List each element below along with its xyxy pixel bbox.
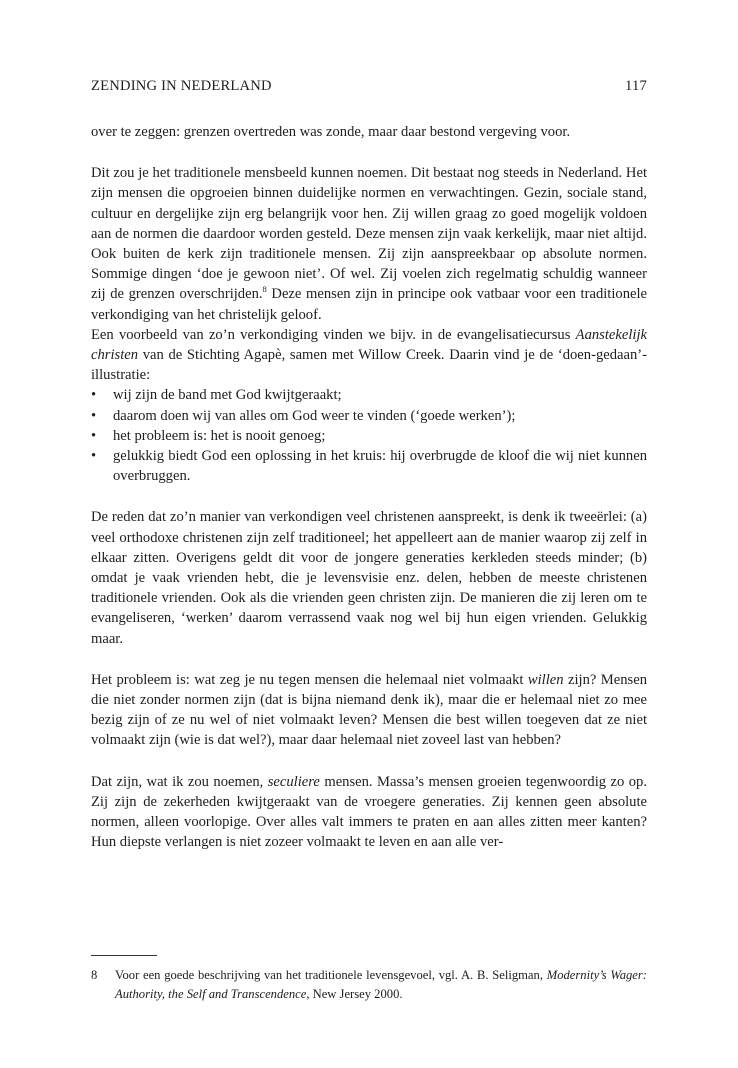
- main-text: [91, 122, 647, 853]
- paragraph-text: Een voorbeeld van zo’n verkondiging vinden we bijv. in de evangelisatiecursus: [91, 326, 576, 343]
- page-number: 117: [625, 78, 647, 94]
- paragraph-problem: [91, 670, 647, 751]
- emphasis: seculiere: [267, 773, 320, 790]
- paragraph-reasons: De reden dat zo’n manier van verkondigen veel christenen aanspreekt, is denk ik tweeërlei: (a) veel orthodoxe christenen zijn zelf traditioneel; het appelleert aan de manier waarop zij zelf in elkaar zitten. Overigens geldt dit voor de jongere generaties kerkleden steeds minder; (b) omdat je vaak vrienden hebt, die je levensvisie enz. delen, hebben de meeste christenen traditionele vrienden. Ook als die vrienden geen christen zijn. De manieren die zij leren om te evangeliseren, ‘werken’ daarom verrassend vaak nog wel bij hun eigen vrienden. Gelukkig maar.: [91, 509, 647, 647]
- footnote-text: [115, 966, 647, 1004]
- footnote-text-part: Voor een goede beschrijving van het traditionele levensgevoel, vgl. A. B. Seligman,: [115, 968, 547, 982]
- emphasis: willen: [527, 671, 564, 688]
- paragraph-example: [91, 325, 647, 386]
- footnote-divider: [91, 955, 157, 956]
- list-item: • het probleem is: het is nooit genoeg;: [91, 426, 647, 446]
- paragraph-continuation: over te zeggen: grenzen overtreden was zonde, maar daar bestond vergeving voor.: [91, 124, 571, 140]
- footnote-text-part: , New Jersey 2000.: [306, 987, 403, 1001]
- footnote: [91, 966, 647, 1004]
- paragraph-text: Dat zijn, wat ik zou noemen,: [91, 773, 268, 790]
- paragraph-text: mensen. Massa’s mensen groeien tegenwoordig zo op. Zij zijn de zekerheden kwijtgeraakt van de vroegere generaties. Zij kennen geen absolute normen, alleen voorlopige. Over alles valt immers te praten en aan alles zitten meer kanten? Hun diepste verlangen is niet zozeer volmaakt te leven en aan alle ver-: [91, 773, 648, 851]
- bullet-list: [91, 385, 647, 486]
- running-header: [91, 78, 647, 95]
- list-item: • wij zijn de band met God kwijtgeraakt;: [91, 385, 647, 405]
- paragraph-text: zijn? Mensen die niet zonder normen zijn (dat is bijna niemand denk ik), maar die er helemaal niet zo mee bezig zijn of ze nu wel of niet volmaakt leven? Mensen die best willen toegeven dat ze niet volmaakt zijn (wie is dat wel?), maar daar helemaal niet zoveel last van hebben?: [91, 671, 647, 749]
- paragraph-secular: [91, 772, 647, 853]
- list-item: • daarom doen wij van alles om God weer te vinden (‘goede werken’);: [91, 406, 647, 426]
- paragraph-text: Het probleem is: wat zeg je nu tegen mensen die helemaal niet volmaakt: [91, 671, 528, 688]
- book-title: Aanstekelijk christen: [91, 326, 647, 364]
- footnote-number: 8: [91, 968, 98, 982]
- cited-title: Modernity’s Wager: Authority, the Self and Transcendence: [115, 968, 647, 1001]
- paragraph-text: Deze mensen zijn in principe ook vatbaar voor een traditionele verkondiging van het christelijk geloof.: [91, 286, 648, 323]
- running-title: ZENDING IN NEDERLAND: [91, 78, 272, 94]
- footnote-reference: 8: [262, 284, 267, 295]
- paragraph-text: van de Stichting Agapè, samen met Willow Creek. Daarin vind je de ‘doen-gedaan’-illustratie:: [91, 347, 647, 384]
- paragraph-text: Dit zou je het traditionele mensbeeld kunnen noemen. Dit bestaat nog steeds in Nederland. Het zijn mensen die opgroeien binnen duidelijke normen en verwachtingen. Gezin, sociale stand, cultuur en dergelijke zijn erg belangrijk voor hen. Zij willen graag zo goed mogelijk voldoen aan de normen die daardoor worden gesteld. Deze mensen zijn vaak kerkelijk, maar niet altijd. Ook buiten de kerk zijn traditionele mensen. Zij zijn aanspreekbaar op absolute normen. Sommige dingen ‘doe je gewoon niet’. Of wel. Zij voelen zich regelmatig schuldig wanneer zij de grenzen overschrijden.: [91, 165, 647, 303]
- paragraph-traditional-view: [91, 163, 647, 325]
- list-item: • gelukkig biedt God een oplossing in het kruis: hij overbrugde de kloof die wij niet kunnen overbruggen.: [91, 446, 647, 486]
